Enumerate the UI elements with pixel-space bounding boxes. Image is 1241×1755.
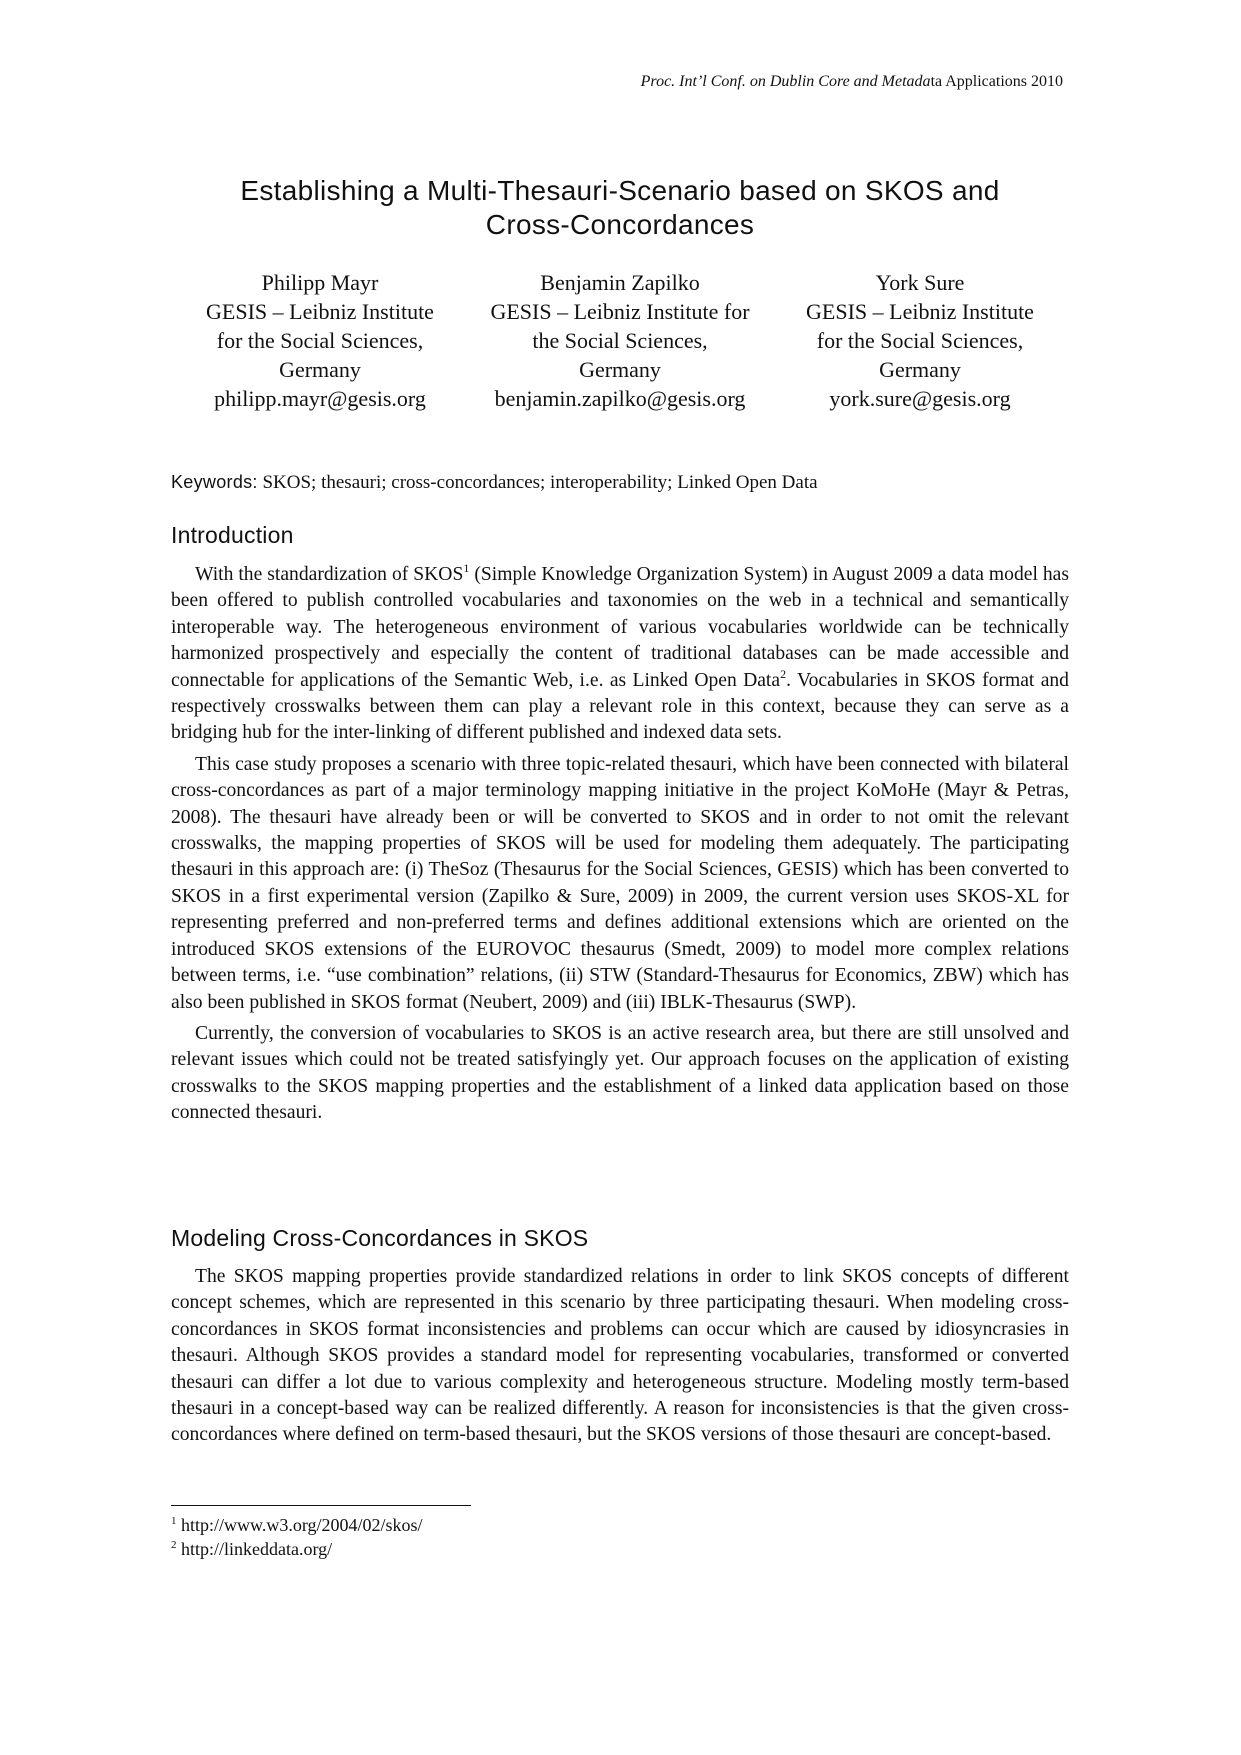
author-affiliation-line: Germany [279, 357, 361, 382]
running-head-italic: Proc. Int’l Conf. on Dublin Core and Metada [640, 73, 931, 90]
intro-paragraph-3: Currently, the conversion of vocabularies to SKOS is an active research area, but there are still unsolved and relevant issues which could not be treated satisfyingly yet. Our approach focuses on the application of existing crosswalks to the SKOS mapping properties and the establishment of a linked data application based on those connected thesauri. [171, 1022, 1069, 1124]
author-block [170, 268, 1070, 413]
author-affiliation-line: the Social Sciences, [532, 328, 708, 353]
modeling-paragraph-1: The SKOS mapping properties provide standardized relations in order to link SKOS concepts of different concept schemes, which are represented in this scenario by three participating thesauri. When modeling cross-concordances in SKOS format inconsistencies and problems can occur which are caused by idiosyncrasies in thesauri. Although SKOS provides a standard model for representing vocabularies, transformed or converted thesauri can differ a lot due to various complexity and heterogeneous structure. Modeling mostly term-based thesauri in a concept-based way can be realized differently. A reason for inconsistencies is that the given cross-concordances where defined on term-based thesauri, but the SKOS versions of those thesauri are concept-based. [171, 1266, 1069, 1446]
author-name: Benjamin Zapilko [540, 270, 700, 295]
intro-p1-text-a: With the standardization of SKOS [195, 564, 464, 585]
footnote-divider [171, 1505, 471, 1506]
introduction-body [171, 562, 1069, 1132]
title-line-1: Establishing a Multi-Thesauri-Scenario based on SKOS and [240, 175, 1000, 206]
author-affiliation-line: for the Social Sciences, [816, 328, 1024, 353]
author-email: benjamin.zapilko@gesis.org [494, 386, 746, 411]
footnote-ref-2: 2 [780, 666, 787, 681]
intro-p1-text-c: . Vocabularies in SKOS format and respectively crosswalks between them can play a relevant role in this context, because they can serve as a bridging hub for the inter-linking of different published and indexed data sets. [171, 669, 1069, 744]
title-line-2: Cross-Concordances [485, 209, 755, 240]
author-email: york.sure@gesis.org [829, 386, 1011, 411]
footnote-link: http://www.w3.org/2004/02/skos/ [181, 1515, 423, 1535]
author-affiliation-line: GESIS – Leibniz Institute [806, 299, 1034, 324]
author-name: Philipp Mayr [261, 270, 379, 295]
footnote-mark: 1 [171, 1515, 177, 1527]
intro-paragraph-1 [171, 562, 1069, 747]
keywords-label: Keywords: [171, 472, 258, 492]
author-name: York Sure [875, 270, 965, 295]
footnote-1 [171, 1513, 423, 1537]
author-affiliation-line: for the Social Sciences, [216, 328, 424, 353]
running-head [641, 73, 1063, 91]
author-1 [170, 268, 470, 413]
footnote-mark: 2 [171, 1539, 177, 1551]
section-heading-introduction: Introduction [171, 522, 294, 548]
keywords-line [171, 472, 818, 494]
author-affiliation-line: Germany [579, 357, 661, 382]
running-head-roman: ta Applications 2010 [930, 73, 1063, 90]
author-affiliation-line: GESIS – Leibniz Institute for [490, 299, 750, 324]
footnote-ref-1: 1 [463, 561, 470, 575]
author-3 [770, 268, 1070, 413]
modeling-body [171, 1264, 1069, 1454]
footnote-2 [171, 1537, 423, 1561]
intro-paragraph-2: This case study proposes a scenario with three topic-related thesauri, which have been connected with bilateral cross-concordances as part of a major terminology mapping initiative in the project KoMoHe (Mayr & Petras, 2008). The thesauri have already been or will be converted to SKOS and in order to not omit the relevant crosswalks, the mapping properties of SKOS will be used for modeling them adequately. The participating thesauri in this approach are: (i) TheSoz (Thesaurus for the Social Sciences, GESIS) which has been converted to SKOS in a first experimental version (Zapilko & Sure, 2009) in 2009, the current version uses SKOS-XL for representing preferred and non-preferred terms and defines additional extensions which are oriented on the introduced SKOS extensions of the EUROVOC thesaurus (Smedt, 2009) to model more complex relations between terms, i.e. “use combination” relations, (ii) STW (Standard-Thesaurus for Economics, ZBW) which has also been published in SKOS format (Neubert, 2009) and (iii) IBLK-Thesaurus (SWP). [171, 753, 1069, 1013]
footnotes [171, 1513, 423, 1561]
intro-p1-text-b: (Simple Knowledge Organization System) in August 2009 a data model has been offered to publish controlled vocabularies and taxonomies on the web in a technical and semantically interoperable way. The heterogeneous environment of various vocabularies worldwide can be technically harmonized prospectively and especially the content of traditional databases can be made accessible and connectable for applications of the Semantic Web, i.e. as Linked Open Data [171, 564, 1069, 691]
author-affiliation-line: GESIS – Leibniz Institute [206, 299, 434, 324]
paper-title [170, 174, 1070, 242]
author-email: philipp.mayr@gesis.org [214, 386, 426, 411]
author-2 [470, 268, 770, 413]
section-heading-modeling: Modeling Cross-Concordances in SKOS [171, 1225, 589, 1251]
keywords-text: SKOS; thesauri; cross-concordances; interoperability; Linked Open Data [262, 472, 818, 493]
footnote-link: http://linkeddata.org/ [181, 1539, 333, 1559]
author-affiliation-line: Germany [879, 357, 961, 382]
